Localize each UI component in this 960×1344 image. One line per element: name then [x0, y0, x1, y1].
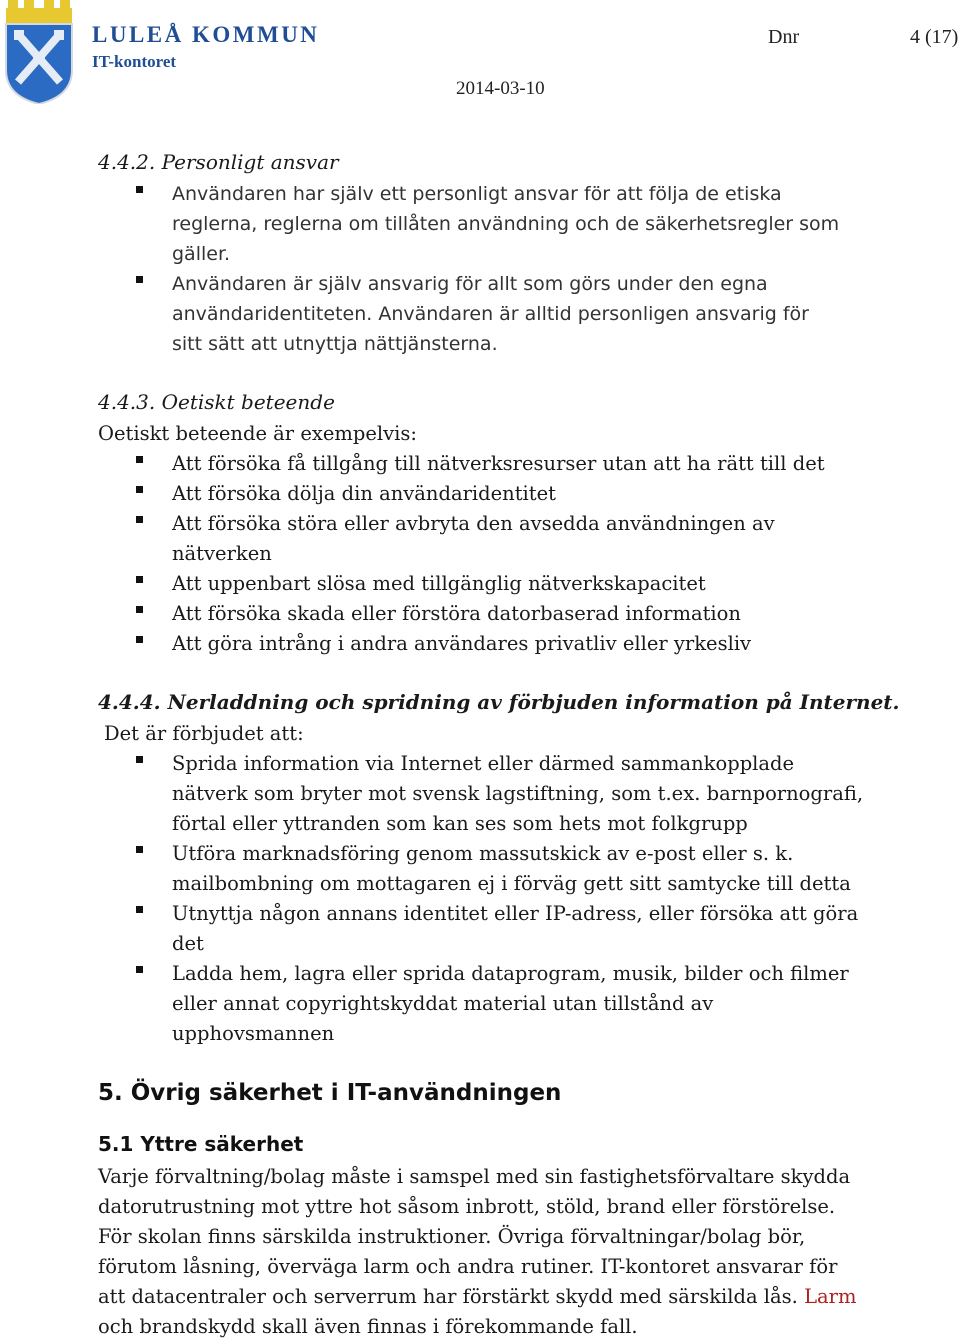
- paragraph-line: förutom låsning, överväga larm och andra rutiner. IT-kontoret ansvarar för: [98, 1255, 838, 1278]
- section-heading-5-1: 5.1 Yttre säkerhet: [98, 1132, 304, 1156]
- paragraph-line: och brandskydd skall även finnas i förekommande fall.: [98, 1315, 638, 1338]
- list-item-line: Att göra intrång i andra användares privatliv eller yrkesliv: [172, 632, 752, 655]
- paragraph-line: datorutrustning mot yttre hot såsom inbrott, stöld, brand eller förstörelse.: [98, 1195, 836, 1218]
- bullet-icon: [136, 756, 143, 763]
- paragraph-line: Varje förvaltning/bolag måste i samspel med sin fastighetsförvaltare skydda: [98, 1165, 851, 1188]
- list-item-line: Utföra marknadsföring genom massutskick av e-post eller s. k.: [172, 842, 794, 865]
- bullet-icon: [136, 966, 143, 973]
- list-item-line: Att försöka dölja din användaridentitet: [172, 482, 557, 505]
- list-item-line: upphovsmannen: [172, 1022, 335, 1045]
- list-item-line: gäller.: [172, 243, 231, 265]
- bullet-icon: [136, 636, 143, 643]
- chapter-heading-5: 5. Övrig säkerhet i IT-användningen: [98, 1080, 562, 1106]
- department-name: IT-kontoret: [92, 52, 177, 71]
- list-item-line: användaridentiteten. Användaren är alltid personligen ansvarig för: [172, 303, 809, 325]
- list-item-line: Att försöka störa eller avbryta den avsedda användningen av: [172, 512, 775, 535]
- bullet-icon: [136, 576, 143, 583]
- list-item-line: Ladda hem, lagra eller sprida dataprogram, musik, bilder och filmer: [172, 962, 849, 985]
- bullet-icon: [136, 846, 143, 853]
- bullet-icon: [136, 456, 143, 463]
- list-item-line: sitt sätt att utnyttja nättjänsterna.: [172, 333, 498, 355]
- organization-name: LULEÅ KOMMUN: [92, 22, 320, 47]
- bullet-icon: [136, 606, 143, 613]
- section-intro: Det är förbjudet att:: [104, 722, 304, 745]
- list-item-line: mailbombning om mottagaren ej i förväg gett sitt samtycke till detta: [172, 872, 851, 895]
- section-heading-4-4-4: 4.4.4. Nerladdning och spridning av förbjuden information på Internet.: [98, 690, 900, 714]
- paragraph-text-highlight: Larm: [797, 1285, 857, 1308]
- list-item-line: det: [172, 932, 204, 955]
- section-heading-4-4-3: 4.4.3. Oetiskt beteende: [98, 390, 335, 414]
- document-date: 2014-03-10: [456, 78, 545, 99]
- list-item-line: reglerna, reglerna om tillåten användning och de säkerhetsregler som: [172, 213, 840, 235]
- list-item-line: Att försöka få tillgång till nätverksresurser utan att ha rätt till det: [172, 452, 825, 475]
- page-number: 4 (17): [910, 26, 959, 48]
- list-item-line: Sprida information via Internet eller därmed sammankopplade: [172, 752, 795, 775]
- list-item-line: Användaren har själv ett personligt ansvar för att följa de etiska: [172, 183, 782, 205]
- bullet-icon: [136, 516, 143, 523]
- list-item-line: eller annat copyrightskyddat material utan tillstånd av: [172, 992, 714, 1015]
- list-item-line: nätverken: [172, 542, 272, 565]
- paragraph-text: att datacentraler och serverrum har förstärkt skydd med särskilda lås.: [98, 1285, 798, 1308]
- bullet-icon: [136, 486, 143, 493]
- bullet-icon: [136, 906, 143, 913]
- list-item-line: förtal eller yttranden som kan ses som hets mot folkgrupp: [172, 812, 748, 835]
- list-item-line: nätverk som bryter mot svensk lagstiftning, som t.ex. barnpornografi,: [172, 782, 864, 805]
- section-heading-4-4-2: 4.4.2. Personligt ansvar: [98, 150, 339, 174]
- coat-of-arms-icon: [4, 0, 74, 104]
- list-item-line: Att försöka skada eller förstöra datorbaserad information: [172, 602, 741, 625]
- paragraph-line: [98, 1282, 856, 1312]
- dnr-label: Dnr: [768, 26, 800, 48]
- section-intro: Oetiskt beteende är exempelvis:: [98, 422, 417, 445]
- list-item-line: Användaren är själv ansvarig för allt som görs under den egna: [172, 273, 768, 295]
- bullet-icon: [136, 186, 143, 193]
- list-item-line: Att uppenbart slösa med tillgänglig nätverkskapacitet: [172, 572, 706, 595]
- bullet-icon: [136, 276, 143, 283]
- paragraph-line: För skolan finns särskilda instruktioner. Övriga förvaltningar/bolag bör,: [98, 1225, 806, 1248]
- list-item-line: Utnyttja någon annans identitet eller IP-adress, eller försöka att göra: [172, 902, 859, 925]
